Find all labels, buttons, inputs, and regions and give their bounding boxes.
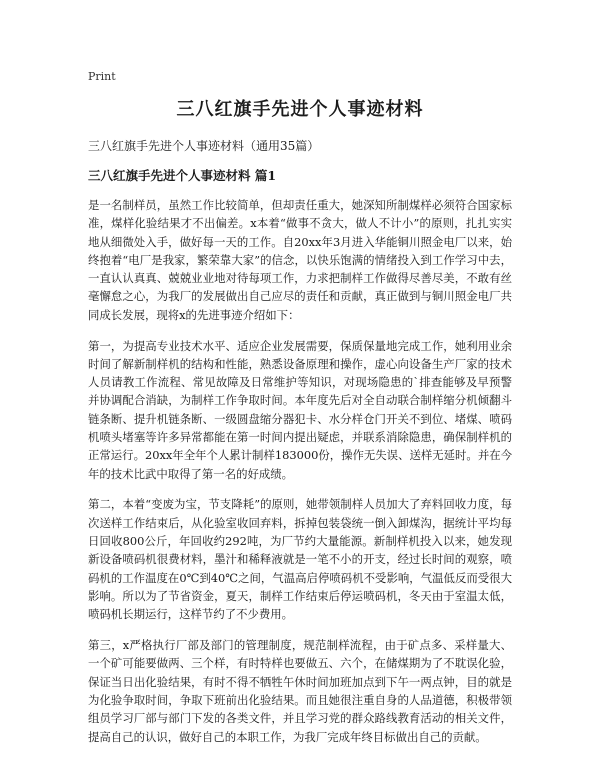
page-title: 三八红旗手先进个人事迹材料 [176, 99, 424, 120]
document-subtitle: 三八红旗手先进个人事迹材料（通用35篇） [88, 139, 320, 153]
paragraph-2: 第一，为提高专业技术水平、适应企业发展需要，保质保量地完成工作，她利用业余时间了解新制样机的结构和性能，熟悉设备原理和操作，虚心向设备生产厂家的技术人员请教工作流程、常见故障及日常维护等知识，对现场隐患的`排查能够及早预警并协调配合消缺，为制样工作争取时间。本年度先后对全自动联合制样缩分机倾翻斗链条断、提升机链条断、一级圆盘缩分器犯卡、水分样仓门开关不到位、堵煤、喷码机喷头堵塞等许多异常都能在第一时间内提出疑虑，并联系消除隐患，确保制样机的正常运行。20xx年全年个人累计制样183000份，操作无失误、送样无延时。并在今年的技术比武中取得了第一名的好成绩。 [88, 338, 512, 481]
paragraph-4: 第三，x严格执行厂部及部门的管理制度，规范制样流程，由于矿点多、采样量大、一个矿可能要做两、三个样，有时特样也要做五、六个，在储煤期为了不耽误化验，保证当日出化验结果，有时不得不牺牲午休时间加班加点到下午一两点钟，目的就是为化验争取时间，争取下班前出化验结果。而且她很注重自身的人品道德，积极带领组员学习厂部与部门下发的各类文件，并且学习党的群众路线教育活动的相关文件，提高自己的认识，做好自己的本职工作，为我厂完成年终目标做出自己的贡献。 [88, 638, 512, 744]
paragraph-1: 是一名制样员，虽然工作比较简单，但却责任重大，她深知所制煤样必须符合国家标准，煤样化验结果才不出偏差。x本着“做事不贪大，做人不计小”的原则，扎扎实实地从细微处入手，做好每一天的工作。自20xx年3月进入华能铜川照金电厂以来，始终抱着“电厂是我家，繁荣靠大家”的信念，以快乐饱满的情绪投入到工作学习中去，一直认认真真、兢兢业业地对待每项工作，力求把制样工作做得尽善尽美，不敢有丝毫懈怠之心，为我厂的发展做出自己应尽的责任和贡献，真正做到与铜川照金电厂共同成长发展，现将x的先进事迹介绍如下： [88, 198, 512, 322]
paragraph-3: 第二，本着“变废为宝，节支降耗”的原则，她带领制样人员加大了弃料回收力度，每次送样工作结束后，从化验室收回弃料，拆掉包装袋统一倒入卸煤沟，据统计平均每日回收800公斤，年回收约292吨，为厂节约大量能源。新制样机投入以来，她发现新设备喷码机很费材料，墨汁和稀释液就是一笔不小的开支，经过长时间的观察，喷码机的工作温度在0℃到40℃之间，气温高启停喷码机不受影响，气温低反而受很大影响。所以为了节省资金，夏天，制样工作结束后停运喷码机，冬天由于室温太低，喷码机长期运行，这样节约了不少费用。 [88, 497, 512, 622]
section-heading: 三八红旗手先进个人事迹材料 篇1 [88, 168, 277, 183]
print-link[interactable]: Print [88, 70, 116, 83]
